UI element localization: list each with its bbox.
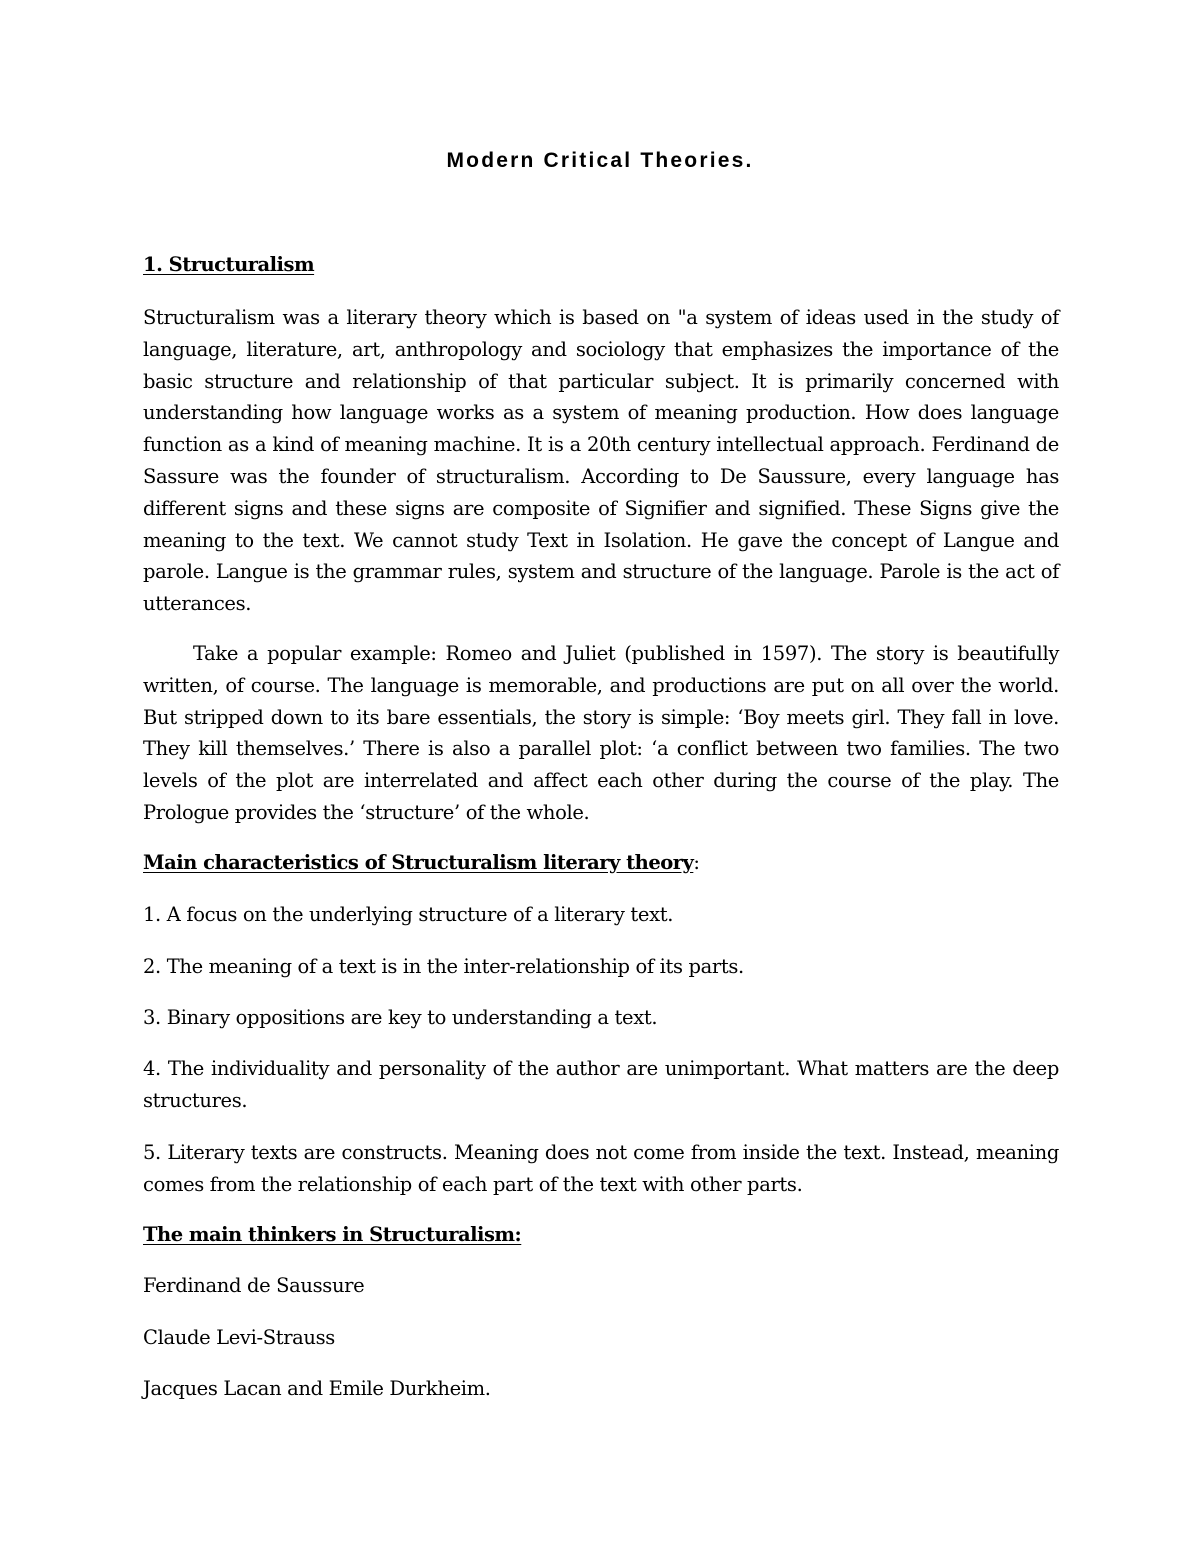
thinker-item: Jacques Lacan and Emile Durkheim. (143, 1377, 491, 1400)
characteristics-heading-colon: : (693, 851, 700, 874)
thinker-item: Ferdinand de Saussure (143, 1274, 365, 1297)
list-item: 3. Binary oppositions are key to understanding a text. (143, 1006, 658, 1029)
document-title: Modern Critical Theories. (446, 149, 754, 172)
thinker-item: Claude Levi-Strauss (143, 1326, 335, 1349)
paragraph-definition: Structuralism was a literary theory which is based on "a system of ideas used in the study of language, literature, art, anthropology and sociology that emphasizes the importance of the basic structure and relationship of that particular subject. It is primarily concerned with understanding how language works as a system of meaning production. How does language function as a kind of meaning machine. It is a 20th century intellectual approach. Ferdinand de Sassure was the founder of structuralism. According to De Saussure, every language has different signs and these signs are composite of Signifier and signified. These Signs give the meaning to the text. We cannot study Text in Isolation. He gave the concept of Langue and parole. Langue is the grammar rules, system and structure of the language. Parole is the act of utterances. (143, 306, 1059, 616)
paragraph-example: Take a popular example: Romeo and Juliet (published in 1597). The story is beautifully written, of course. The language is memorable, and productions are put on all over the world. But stripped down to its bare essentials, the story is simple: ‘Boy meets girl. They fall in love. They kill themselves.’ There is also a parallel plot: ‘a conflict between two families. The two levels of the plot are interrelated and affect each other during the course of the play. The Prologue provides the ‘structure’ of the whole. (143, 642, 1059, 824)
list-item: 4. The individuality and personality of the author are unimportant. What matters are the deep structures. (143, 1057, 1059, 1112)
list-item: 1. A focus on the underlying structure of a literary text. (143, 903, 674, 926)
list-item: 5. Literary texts are constructs. Meaning does not come from inside the text. Instead, meaning comes from the relationship of each part of the text with other parts. (143, 1141, 1059, 1196)
section-heading-structuralism: 1. Structuralism (143, 253, 315, 276)
thinkers-heading: The main thinkers in Structuralism: (143, 1223, 522, 1246)
list-item: 2. The meaning of a text is in the inter-relationship of its parts. (143, 955, 744, 978)
characteristics-heading: Main characteristics of Structuralism literary theory (143, 851, 694, 874)
characteristics-heading-row (143, 848, 700, 878)
